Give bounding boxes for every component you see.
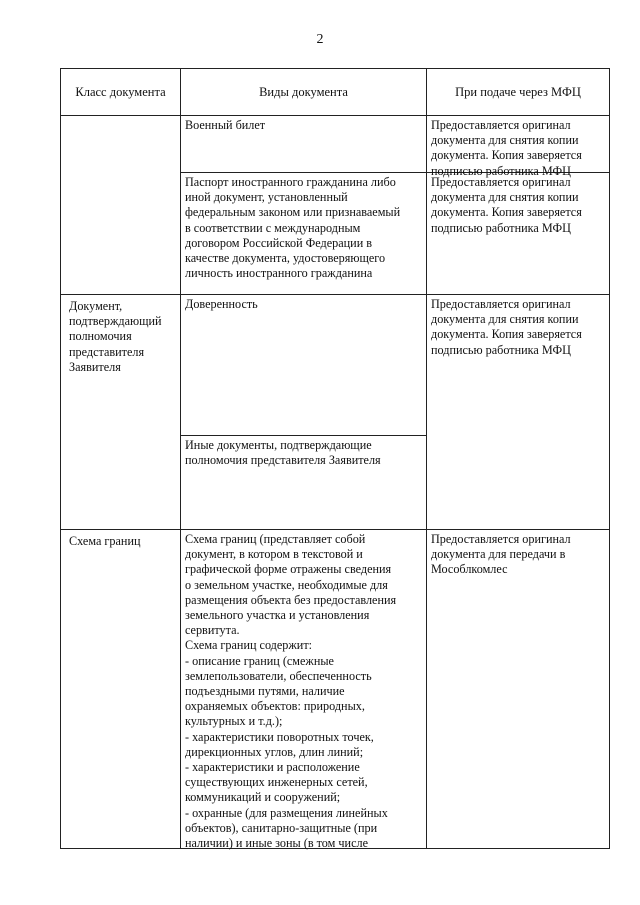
mfc-text: Предоставляется оригинал документа для снятия копии документа. Копия заверяется подписью работника МФЦ	[431, 297, 582, 357]
document-type-item	[181, 295, 426, 436]
table-row	[61, 530, 609, 851]
documents-table	[60, 68, 610, 849]
document-class-cell	[61, 116, 181, 294]
document-types-cell	[181, 530, 427, 851]
mfc-text: Предоставляется оригинал документа для снятия копии документа. Копия заверяется подписью работника МФЦ	[431, 175, 582, 235]
document-type-text: Доверенность	[185, 297, 258, 311]
mfc-text: Предоставляется оригинал документа для снятия копии документа. Копия заверяется подписью работника МФЦ	[431, 118, 582, 178]
mfc-item	[427, 116, 609, 178]
document-type-text: Иные документы, подтверждающие полномочия представителя Заявителя	[185, 438, 381, 468]
document-class-text: Документ, подтверждающий полномочия представителя Заявителя	[69, 299, 162, 374]
document-type-item	[181, 173, 426, 294]
document-type-item	[181, 116, 426, 173]
document-class-text	[65, 118, 176, 122]
header-document-class: Класс документа	[61, 69, 181, 115]
mfc-cell	[427, 116, 609, 294]
document-class-cell	[61, 295, 181, 529]
mfc-cell	[427, 295, 609, 529]
document-types-cell	[181, 295, 427, 529]
document-type-text: Паспорт иностранного гражданина либо иной документ, установленный федеральным законом или признаваемый в соответствии с международным договором Российской Федерации в качестве документа, удостоверяющего личность иностранного гражданина	[185, 175, 401, 281]
mfc-text: Предоставляется оригинал документа для передачи в Мособлкомлес	[431, 532, 571, 577]
page-number: 2	[316, 32, 324, 47]
document-class-cell	[61, 530, 181, 848]
document-type-text: Схема границ (представляет собой документ, в котором в текстовой и графической форме отражены сведения о земельном участке, необходимые для размещения объекта без предоставления земельного участка и установления сервитута. Схема границ содержит: - описание границ (смежные землепользователи, обеспеченность подъездными путями, наличие охраняемых объектов: природных, культурных и т.д.); - характеристики поворотных точек, дирекционных углов, длин линий; - характеристики и расположение существующих инженерных сетей, коммуникаций и сооружений; - охранные (для размещения линейных объектов), санитарно-защитные (при наличии) и иные зоны (в том числе	[185, 532, 397, 851]
table-header-row	[61, 69, 609, 116]
document-type-item	[181, 436, 426, 529]
document-types-cell	[181, 116, 427, 294]
mfc-cell	[427, 530, 609, 848]
table-row	[61, 116, 609, 295]
document-class-text: Схема границ	[69, 534, 141, 548]
mfc-item	[427, 173, 609, 294]
document-type-text: Военный билет	[185, 118, 266, 132]
header-document-types: Виды документа	[181, 69, 427, 115]
table-row	[61, 295, 609, 530]
header-mfc-submission: При подаче через МФЦ	[455, 84, 581, 99]
